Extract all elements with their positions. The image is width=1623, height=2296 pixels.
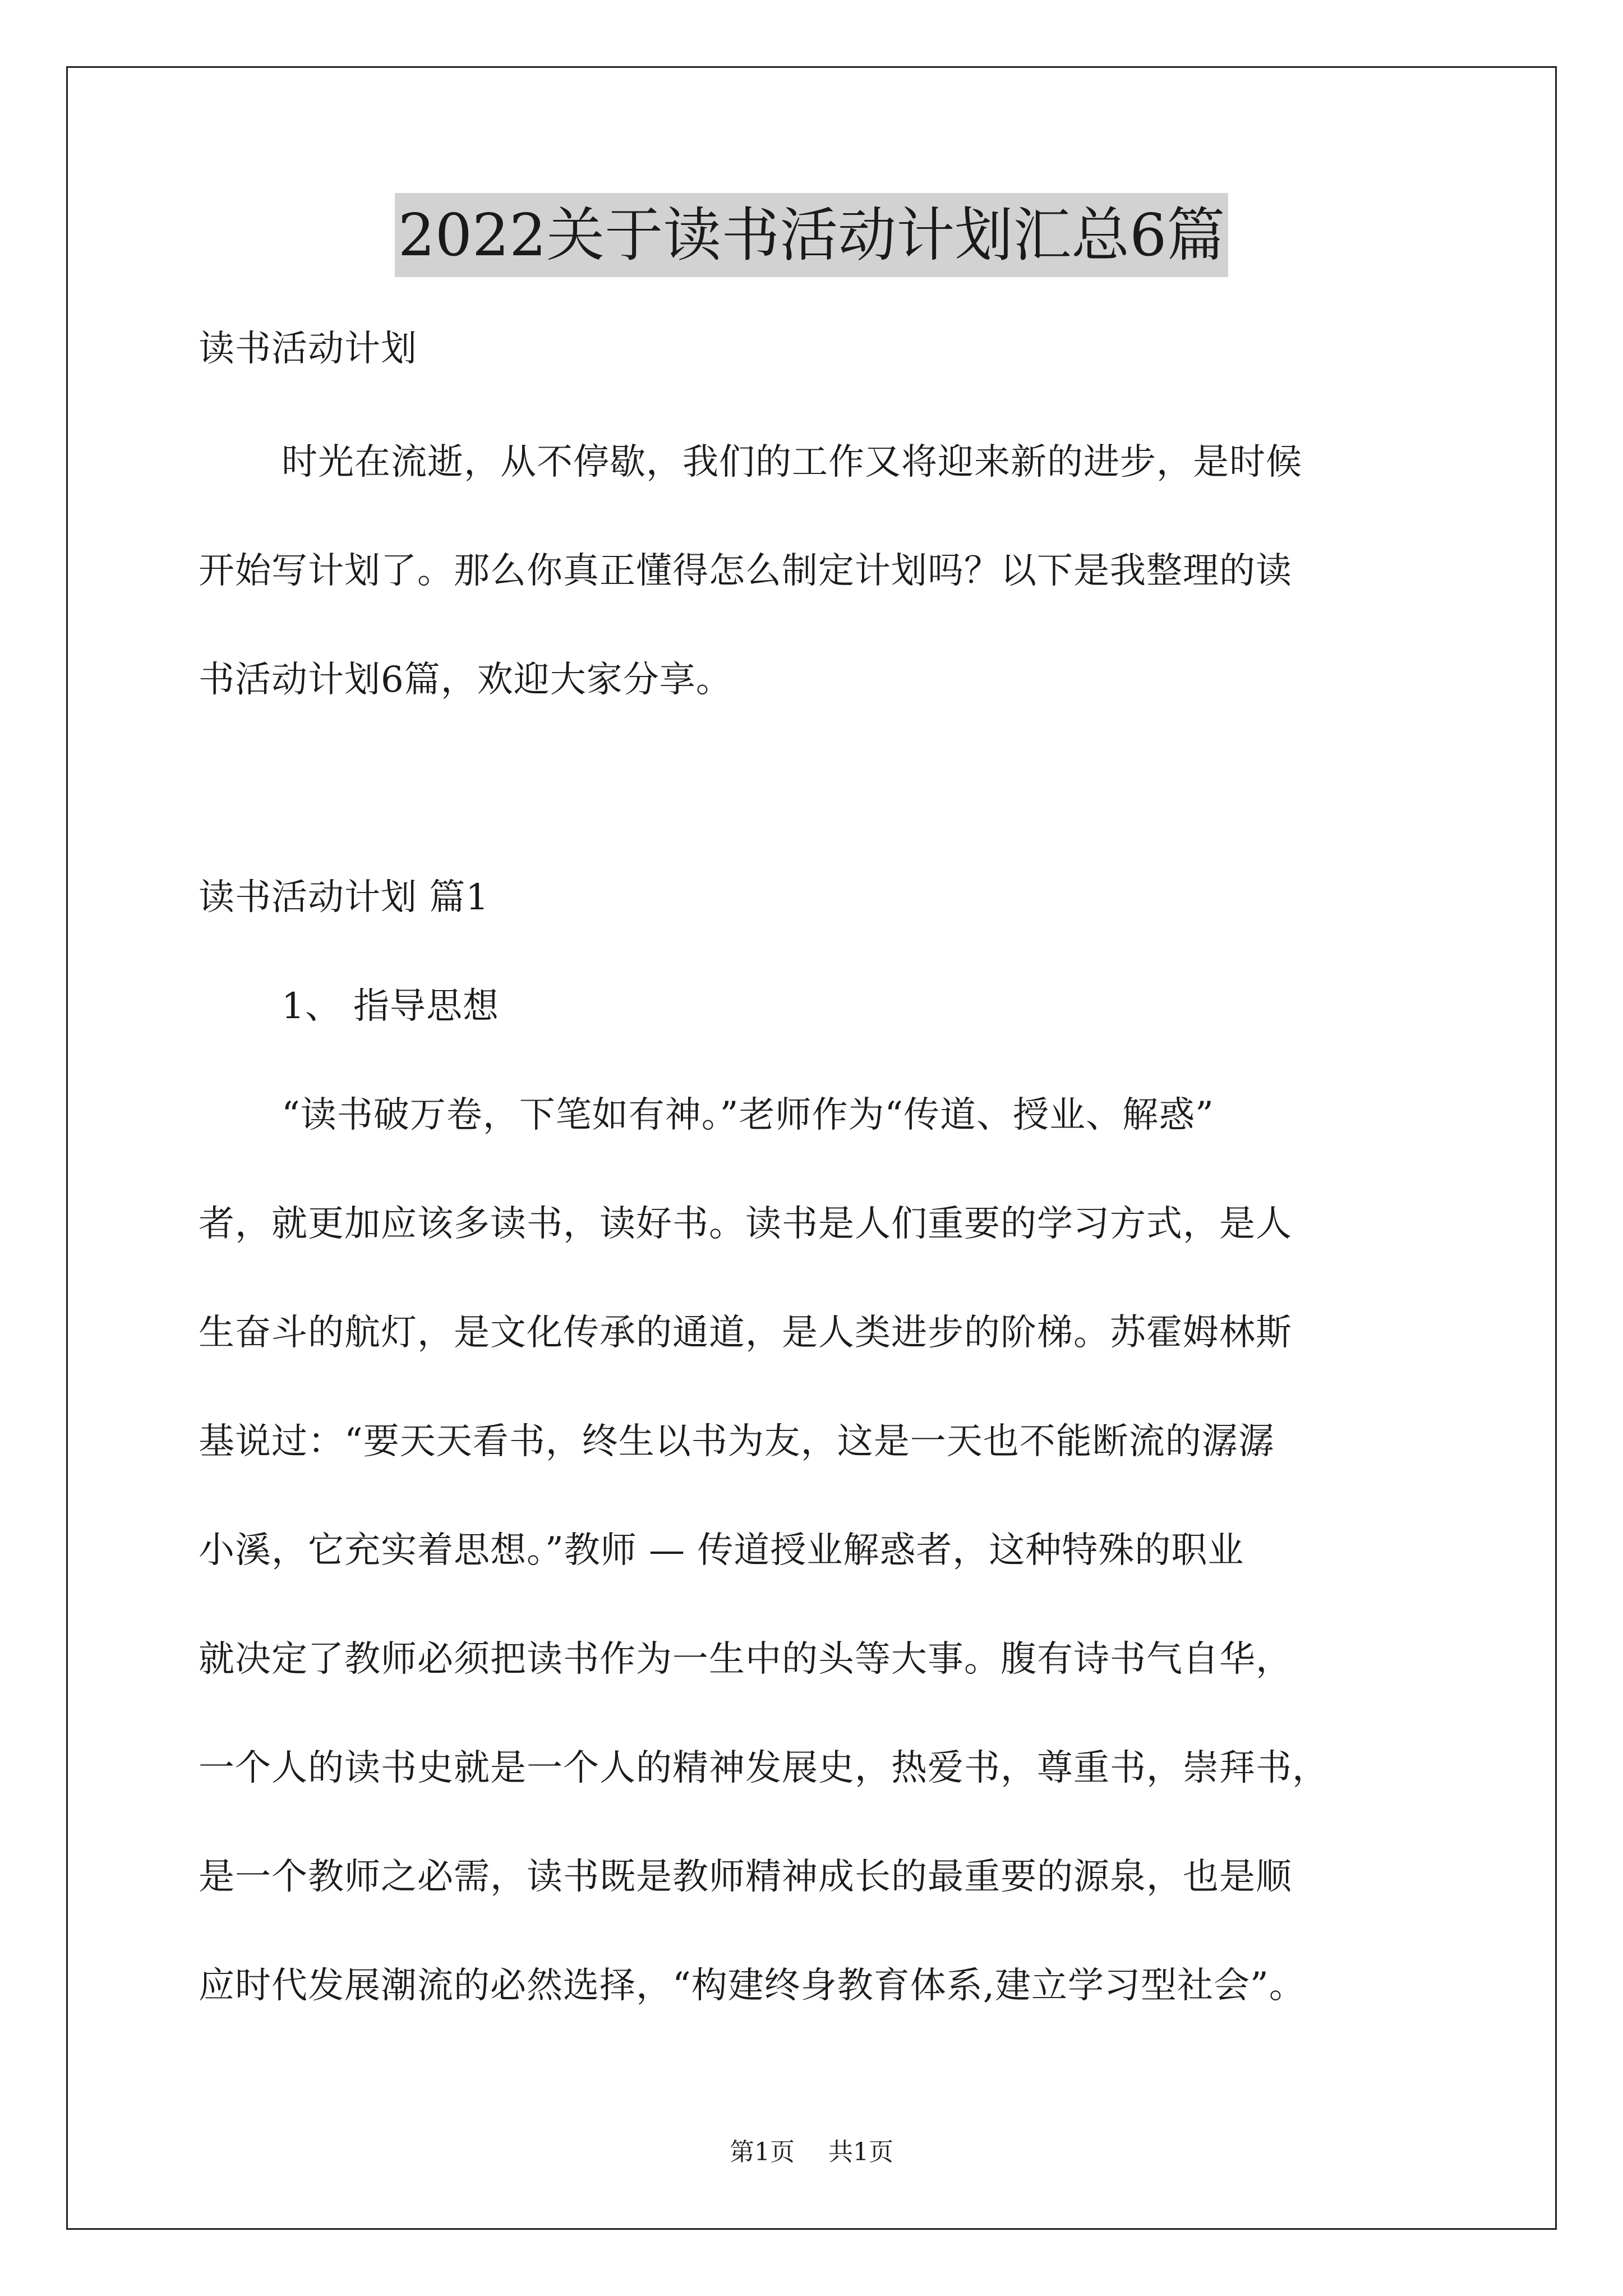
article-heading: 读书活动计划 篇1	[199, 877, 490, 918]
body-line: 应时代发展潮流的必然选择，“构建终身教育体系,建立学习型社会”。	[199, 1965, 1306, 2007]
title-container	[0, 193, 1623, 277]
page-number: 第1页	[730, 2138, 795, 2166]
document-title: 2022关于读书活动计划汇总6篇	[395, 193, 1229, 277]
point-heading: 1、 指导思想	[282, 986, 500, 1027]
page-footer	[0, 2132, 1623, 2168]
body-line: 是一个教师之必需，读书既是教师精神成长的最重要的源泉，也是顺	[199, 1856, 1292, 1898]
body-line: 一个人的读书史就是一个人的精神发展史，热爱书，尊重书，崇拜书，	[199, 1747, 1329, 1789]
section-heading: 读书活动计划	[199, 328, 417, 370]
body-line: 基说过：“要天天看书，终生以书为友，这是一天也不能断流的潺潺	[199, 1421, 1275, 1462]
page-border	[66, 66, 1557, 2230]
body-line: 就决定了教师必须把读书作为一生中的头等大事。腹有诗书气自华，	[199, 1639, 1292, 1680]
intro-line: 书活动计划6篇，欢迎大家分享。	[199, 659, 732, 701]
body-line: 小溪，它充实着思想。”教师 — 传道授业解惑者，这种特殊的职业	[199, 1530, 1244, 1571]
intro-line: 时光在流逝，从不停歇，我们的工作又将迎来新的进步，是时候	[282, 441, 1302, 483]
intro-line: 开始写计划了。那么你真正懂得怎么制定计划吗？以下是我整理的读	[199, 550, 1292, 592]
body-line: 者，就更加应该多读书，读好书。读书是人们重要的学习方式，是人	[199, 1203, 1292, 1245]
body-line: “读书破万卷，下笔如有神。”老师作为“传道、授业、解惑”	[282, 1094, 1214, 1136]
body-line: 生奋斗的航灯，是文化传承的通道，是人类进步的阶梯。苏霍姆林斯	[199, 1312, 1292, 1354]
page-total: 共1页	[828, 2138, 893, 2166]
